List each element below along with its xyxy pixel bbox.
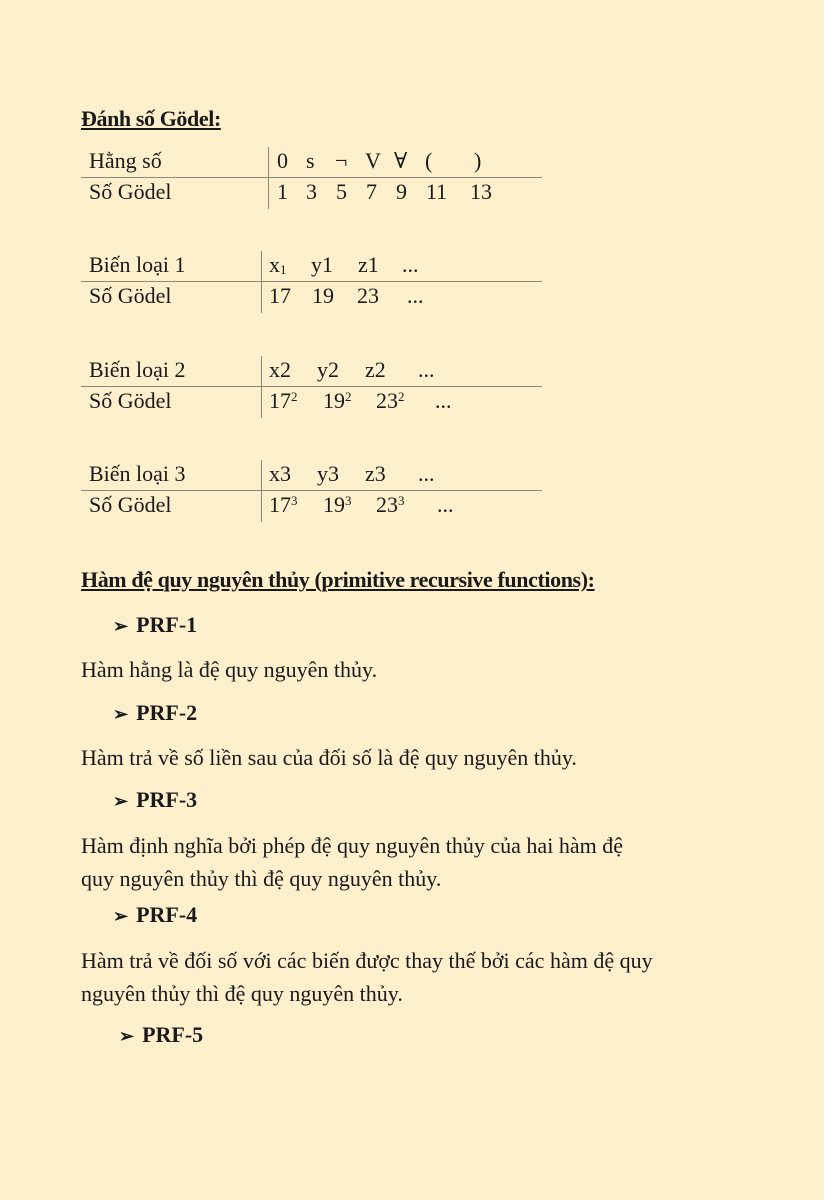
prf-3-bullet xyxy=(113,787,197,813)
godel-number-cell: $19^3$ xyxy=(323,492,352,517)
symbol-cell: s xyxy=(306,148,315,173)
variable-cell: z2 xyxy=(365,357,386,382)
ellipsis-cell: ... xyxy=(407,283,424,308)
godel-number-cell: $17^3$ xyxy=(269,492,298,517)
table-row xyxy=(81,356,542,386)
ellipsis-cell: ... xyxy=(418,461,435,486)
godel-number-cell: $23^3$ xyxy=(376,492,405,517)
symbol-cell: ) xyxy=(474,148,482,173)
variable-cell: $x_1$ xyxy=(269,252,287,277)
table-row xyxy=(81,178,542,208)
description-line: quy nguyên thủy thì đệ quy nguyên thủy. xyxy=(81,866,442,891)
symbol-cell: 0 xyxy=(277,148,288,173)
arrow-bullet-icon: ➢ xyxy=(113,704,129,724)
variables-type3-table xyxy=(81,460,542,522)
ellipsis-cell: ... xyxy=(418,357,435,382)
prf-label: PRF-1 xyxy=(136,612,198,637)
prf-5-bullet xyxy=(119,1022,203,1048)
prf-2-description: Hàm trả về số liền sau của đối số là đệ quy nguyên thủy. xyxy=(81,745,577,770)
ellipsis-cell: ... xyxy=(435,388,452,413)
description-line: nguyên thủy thì đệ quy nguyên thủy. xyxy=(81,981,403,1006)
symbol-cell: ∀ xyxy=(394,148,408,173)
prf-label: PRF-4 xyxy=(136,902,198,927)
row-label: Số Gödel xyxy=(89,388,172,413)
prf-label: PRF-5 xyxy=(142,1022,204,1047)
prf-4-description xyxy=(81,944,781,1010)
description-line: Hàm trả về đối số với các biến được thay thế bởi các hàm đệ quy xyxy=(81,948,653,973)
godel-number-cell: 9 xyxy=(396,179,407,204)
row-label: Số Gödel xyxy=(89,179,172,204)
table-row xyxy=(81,147,542,177)
godel-number-cell: $19^2$ xyxy=(323,388,352,413)
prf-label: PRF-3 xyxy=(136,787,198,812)
godel-number-cell: 3 xyxy=(306,179,317,204)
description-line: Hàm định nghĩa bởi phép đệ quy nguyên thủy của hai hàm đệ xyxy=(81,833,623,858)
godel-number-cell: 1 xyxy=(277,179,288,204)
table-row xyxy=(81,491,542,521)
variable-cell: x2 xyxy=(269,357,291,382)
prf-label: PRF-2 xyxy=(136,700,198,725)
variable-cell: y1 xyxy=(311,252,333,277)
godel-number-cell: 17 xyxy=(269,283,291,308)
table-row xyxy=(81,387,542,417)
table-row xyxy=(81,282,542,312)
godel-number-cell: $23^2$ xyxy=(376,388,405,413)
prf-3-description xyxy=(81,829,781,895)
variable-cell: y3 xyxy=(317,461,339,486)
variables-type2-table xyxy=(81,356,542,418)
row-label: Biến loại 2 xyxy=(89,357,186,382)
variable-cell: x3 xyxy=(269,461,291,486)
row-label: Số Gödel xyxy=(89,283,172,308)
arrow-bullet-icon: ➢ xyxy=(113,791,129,811)
variable-cell: z3 xyxy=(365,461,386,486)
variable-cell: y2 xyxy=(317,357,339,382)
arrow-bullet-icon: ➢ xyxy=(113,906,129,926)
godel-number-cell: 19 xyxy=(312,283,334,308)
godel-number-cell: 5 xyxy=(336,179,347,204)
row-label: Số Gödel xyxy=(89,492,172,517)
godel-number-cell: 11 xyxy=(426,179,448,204)
godel-number-cell: 7 xyxy=(366,179,377,204)
symbol-cell: ( xyxy=(425,148,433,173)
row-label: Hằng số xyxy=(89,148,162,173)
row-label: Biến loại 3 xyxy=(89,461,186,486)
prf-1-description: Hàm hằng là đệ quy nguyên thủy. xyxy=(81,657,378,682)
ellipsis-cell: ... xyxy=(402,252,419,277)
symbol-cell: V xyxy=(365,148,381,173)
arrow-bullet-icon: ➢ xyxy=(113,616,129,636)
variable-cell: z1 xyxy=(358,252,379,277)
symbol-cell: ¬ xyxy=(335,148,348,173)
godel-number-cell: 13 xyxy=(470,179,492,204)
prf-1-bullet xyxy=(113,612,197,638)
prf-heading: Hàm đệ quy nguyên thủy (primitive recursive functions): xyxy=(81,567,595,592)
ellipsis-cell: ... xyxy=(437,492,454,517)
arrow-bullet-icon: ➢ xyxy=(119,1026,135,1046)
godel-numbering-heading: Đánh số Gödel: xyxy=(81,106,221,131)
variables-type1-table xyxy=(81,251,542,313)
constants-table xyxy=(81,147,542,209)
godel-number-cell: 23 xyxy=(357,283,379,308)
table-row xyxy=(81,460,542,490)
prf-2-bullet xyxy=(113,700,197,726)
prf-4-bullet xyxy=(113,902,197,928)
row-label: Biến loại 1 xyxy=(89,252,186,277)
table-row xyxy=(81,251,542,281)
godel-number-cell: $17^2$ xyxy=(269,388,298,413)
